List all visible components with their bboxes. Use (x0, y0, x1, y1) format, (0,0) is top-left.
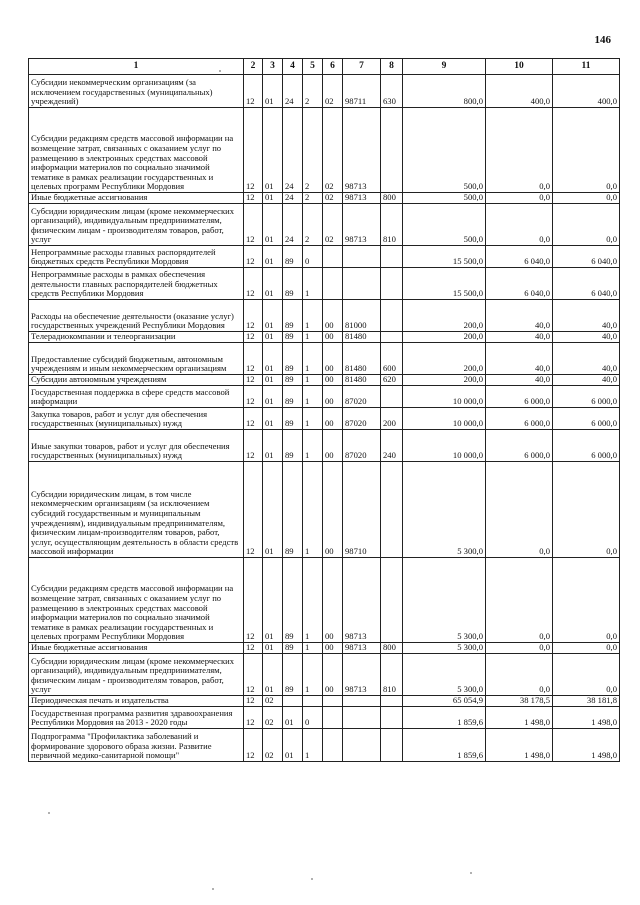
row-name: Субсидии редакциям средств массовой информации на возмещение затрат, связанных с оказанием услуг по размещению в электронных средствах массовой информации материалов по социально значимой тематике в рамках реализации государственных и целевых программ Республики Мордовия (29, 558, 244, 643)
row-name: Субсидии юридическим лицам (кроме некоммерческих организаций), индивидуальным предпринимателям, физическим лицам - производителям товаров, работ, услуг (29, 654, 244, 696)
code-cell (381, 268, 403, 300)
table-row (29, 375, 620, 386)
code-cell: 01 (263, 193, 283, 204)
column-header: 1 (29, 59, 244, 75)
code-cell: 1 (303, 332, 323, 343)
table-row (29, 430, 620, 462)
code-cell (283, 696, 303, 707)
table-row (29, 643, 620, 654)
code-cell (323, 707, 343, 729)
amount-cell: 6 000,0 (486, 430, 553, 462)
code-cell: 12 (244, 375, 263, 386)
code-cell (381, 558, 403, 643)
code-cell: 87020 (343, 430, 381, 462)
code-cell (381, 108, 403, 193)
amount-cell: 1 498,0 (553, 729, 620, 762)
row-name: Периодическая печать и издательства (29, 696, 244, 707)
scan-speck (311, 878, 313, 880)
amount-cell: 0,0 (553, 558, 620, 643)
amount-cell: 6 040,0 (553, 246, 620, 268)
amount-cell: 6 040,0 (486, 268, 553, 300)
code-cell: 2 (303, 204, 323, 246)
amount-cell: 0,0 (486, 643, 553, 654)
amount-cell: 5 300,0 (403, 654, 486, 696)
row-name: Расходы на обеспечение деятельности (оказание услуг) государственных учреждений Республики Мордовия (29, 300, 244, 332)
amount-cell: 0,0 (486, 108, 553, 193)
code-cell: 89 (283, 558, 303, 643)
scan-speck (219, 70, 221, 72)
code-cell: 00 (323, 643, 343, 654)
code-cell: 89 (283, 386, 303, 408)
code-cell: 12 (244, 343, 263, 375)
table-row (29, 193, 620, 204)
code-cell: 02 (323, 108, 343, 193)
code-cell: 02 (323, 75, 343, 108)
row-name: Субсидии автономным учреждениям (29, 375, 244, 386)
amount-cell: 6 000,0 (553, 386, 620, 408)
table-row (29, 108, 620, 193)
column-header: 10 (486, 59, 553, 75)
code-cell: 00 (323, 408, 343, 430)
amount-cell: 10 000,0 (403, 386, 486, 408)
scan-speck (470, 872, 472, 874)
code-cell: 98713 (343, 558, 381, 643)
code-cell: 1 (303, 462, 323, 558)
row-name: Субсидии юридическим лицам (кроме некоммерческих организаций), индивидуальным предпринимателям, физическим лицам - производителям товаров, работ, услуг (29, 204, 244, 246)
row-name: Подпрограмма "Профилактика заболеваний и формирование здорового образа жизни. Развитие первичной медико-санитарной помощи" (29, 729, 244, 762)
code-cell (381, 246, 403, 268)
table-row (29, 386, 620, 408)
code-cell: 01 (263, 558, 283, 643)
code-cell: 24 (283, 75, 303, 108)
amount-cell: 1 859,6 (403, 707, 486, 729)
amount-cell: 38 181,8 (553, 696, 620, 707)
amount-cell: 40,0 (553, 343, 620, 375)
code-cell: 81480 (343, 375, 381, 386)
code-cell: 89 (283, 300, 303, 332)
code-cell: 01 (283, 707, 303, 729)
column-header: 9 (403, 59, 486, 75)
table-row (29, 729, 620, 762)
column-header: 5 (303, 59, 323, 75)
code-cell: 12 (244, 386, 263, 408)
code-cell: 89 (283, 430, 303, 462)
code-cell: 800 (381, 193, 403, 204)
amount-cell: 5 300,0 (403, 558, 486, 643)
amount-cell: 6 000,0 (486, 386, 553, 408)
code-cell: 01 (263, 386, 283, 408)
code-cell: 87020 (343, 408, 381, 430)
code-cell (381, 300, 403, 332)
code-cell: 02 (263, 707, 283, 729)
code-cell: 89 (283, 375, 303, 386)
column-header: 6 (323, 59, 343, 75)
column-header: 7 (343, 59, 381, 75)
code-cell: 24 (283, 108, 303, 193)
row-name: Закупка товаров, работ и услуг для обеспечения государственных (муниципальных) нужд (29, 408, 244, 430)
code-cell (381, 386, 403, 408)
row-name: Иные закупки товаров, работ и услуг для обеспечения государственных (муниципальных) нужд (29, 430, 244, 462)
code-cell: 1 (303, 430, 323, 462)
amount-cell: 6 000,0 (553, 408, 620, 430)
code-cell: 12 (244, 268, 263, 300)
code-cell: 00 (323, 386, 343, 408)
amount-cell: 0,0 (553, 462, 620, 558)
code-cell: 2 (303, 193, 323, 204)
code-cell: 1 (303, 558, 323, 643)
row-name: Непрограммные расходы в рамках обеспечения деятельности главных распорядителей бюджетных средств Республики Мордовия (29, 268, 244, 300)
code-cell (343, 696, 381, 707)
code-cell (381, 696, 403, 707)
code-cell (343, 246, 381, 268)
code-cell: 24 (283, 193, 303, 204)
code-cell: 12 (244, 204, 263, 246)
code-cell: 24 (283, 204, 303, 246)
code-cell: 12 (244, 462, 263, 558)
code-cell: 01 (263, 643, 283, 654)
amount-cell: 65 054,9 (403, 696, 486, 707)
code-cell: 89 (283, 332, 303, 343)
table-row (29, 75, 620, 108)
code-cell: 98713 (343, 108, 381, 193)
code-cell: 01 (263, 332, 283, 343)
code-cell: 98713 (343, 193, 381, 204)
code-cell: 81480 (343, 332, 381, 343)
scan-speck (48, 812, 50, 814)
column-header: 11 (553, 59, 620, 75)
table-row (29, 268, 620, 300)
code-cell (323, 729, 343, 762)
code-cell: 89 (283, 462, 303, 558)
code-cell: 00 (323, 430, 343, 462)
amount-cell: 0,0 (553, 654, 620, 696)
amount-cell: 0,0 (553, 643, 620, 654)
code-cell: 800 (381, 643, 403, 654)
code-cell (381, 462, 403, 558)
amount-cell: 400,0 (486, 75, 553, 108)
code-cell: 12 (244, 193, 263, 204)
code-cell: 200 (381, 408, 403, 430)
code-cell: 01 (263, 246, 283, 268)
amount-cell: 40,0 (486, 375, 553, 386)
code-cell: 02 (323, 204, 343, 246)
code-cell: 98713 (343, 654, 381, 696)
code-cell: 810 (381, 204, 403, 246)
code-cell: 620 (381, 375, 403, 386)
code-cell: 01 (263, 204, 283, 246)
table-row (29, 332, 620, 343)
code-cell: 12 (244, 408, 263, 430)
table-row (29, 558, 620, 643)
amount-cell: 15 500,0 (403, 268, 486, 300)
code-cell: 0 (303, 707, 323, 729)
code-cell: 00 (323, 300, 343, 332)
code-cell: 12 (244, 558, 263, 643)
code-cell: 01 (263, 268, 283, 300)
table-row (29, 204, 620, 246)
code-cell: 1 (303, 386, 323, 408)
amount-cell: 500,0 (403, 204, 486, 246)
code-cell (303, 696, 323, 707)
code-cell: 1 (303, 375, 323, 386)
table-row (29, 300, 620, 332)
amount-cell: 0,0 (486, 462, 553, 558)
amount-cell: 6 040,0 (486, 246, 553, 268)
code-cell: 81000 (343, 300, 381, 332)
code-cell: 630 (381, 75, 403, 108)
table-row (29, 654, 620, 696)
table-row (29, 408, 620, 430)
code-cell: 1 (303, 729, 323, 762)
code-cell: 00 (323, 375, 343, 386)
amount-cell: 0,0 (553, 193, 620, 204)
code-cell: 98713 (343, 204, 381, 246)
amount-cell: 1 498,0 (553, 707, 620, 729)
code-cell: 01 (263, 408, 283, 430)
table-header-row (29, 59, 620, 75)
code-cell: 12 (244, 696, 263, 707)
amount-cell: 6 000,0 (553, 430, 620, 462)
code-cell (323, 246, 343, 268)
table-row (29, 462, 620, 558)
amount-cell: 40,0 (553, 375, 620, 386)
code-cell: 810 (381, 654, 403, 696)
code-cell: 02 (323, 193, 343, 204)
code-cell: 89 (283, 643, 303, 654)
code-cell: 00 (323, 332, 343, 343)
code-cell: 01 (263, 343, 283, 375)
code-cell: 01 (283, 729, 303, 762)
code-cell: 12 (244, 246, 263, 268)
code-cell: 01 (263, 462, 283, 558)
amount-cell: 10 000,0 (403, 408, 486, 430)
amount-cell: 0,0 (486, 558, 553, 643)
column-header: 8 (381, 59, 403, 75)
table-row (29, 343, 620, 375)
amount-cell: 5 300,0 (403, 462, 486, 558)
code-cell: 01 (263, 75, 283, 108)
code-cell: 600 (381, 343, 403, 375)
column-header: 2 (244, 59, 263, 75)
amount-cell: 6 040,0 (553, 268, 620, 300)
code-cell (381, 707, 403, 729)
budget-table (28, 58, 620, 762)
code-cell: 12 (244, 654, 263, 696)
code-cell: 89 (283, 408, 303, 430)
row-name: Непрограммные расходы главных распорядителей бюджетных средств Республики Мордовия (29, 246, 244, 268)
code-cell (381, 332, 403, 343)
row-name: Субсидии некоммерческим организациям (за исключением государственных (муниципальных) учреждений) (29, 75, 244, 108)
code-cell: 12 (244, 643, 263, 654)
amount-cell: 1 498,0 (486, 729, 553, 762)
code-cell (343, 268, 381, 300)
code-cell: 0 (303, 246, 323, 268)
code-cell: 12 (244, 300, 263, 332)
amount-cell: 0,0 (486, 193, 553, 204)
row-name: Иные бюджетные ассигнования (29, 193, 244, 204)
page-number: 146 (594, 34, 611, 46)
code-cell: 98713 (343, 643, 381, 654)
row-name: Телерадиокомпании и телеорганизации (29, 332, 244, 343)
code-cell (323, 696, 343, 707)
code-cell: 98710 (343, 462, 381, 558)
code-cell: 12 (244, 729, 263, 762)
code-cell: 00 (323, 654, 343, 696)
amount-cell: 500,0 (403, 193, 486, 204)
scan-speck (212, 888, 214, 890)
table-row (29, 707, 620, 729)
code-cell: 1 (303, 408, 323, 430)
amount-cell: 10 000,0 (403, 430, 486, 462)
amount-cell: 6 000,0 (486, 408, 553, 430)
code-cell: 12 (244, 707, 263, 729)
code-cell: 12 (244, 108, 263, 193)
amount-cell: 0,0 (553, 204, 620, 246)
code-cell: 1 (303, 300, 323, 332)
code-cell: 2 (303, 75, 323, 108)
row-name: Субсидии юридическим лицам, в том числе некоммерческим организациям (за исключением субсидий государственным и муниципальным учреждениям), индивидуальным предпринимателям, физическим лицам-производителям товаров, работ, услуг, осуществляющим деятельность в области средств массовой информации (29, 462, 244, 558)
amount-cell: 0,0 (486, 654, 553, 696)
amount-cell: 1 498,0 (486, 707, 553, 729)
code-cell: 12 (244, 75, 263, 108)
row-name: Государственная программа развития здравоохранения Республики Мордовия на 2013 - 2020 годы (29, 707, 244, 729)
amount-cell: 200,0 (403, 343, 486, 375)
amount-cell: 200,0 (403, 332, 486, 343)
code-cell: 89 (283, 654, 303, 696)
amount-cell: 500,0 (403, 108, 486, 193)
column-header: 4 (283, 59, 303, 75)
code-cell (381, 729, 403, 762)
code-cell: 81480 (343, 343, 381, 375)
code-cell: 12 (244, 430, 263, 462)
code-cell (323, 268, 343, 300)
code-cell: 1 (303, 654, 323, 696)
code-cell (343, 707, 381, 729)
amount-cell: 5 300,0 (403, 643, 486, 654)
code-cell: 89 (283, 343, 303, 375)
row-name: Субсидии редакциям средств массовой информации на возмещение затрат, связанных с оказанием услуг по размещению в электронных средствах массовой информации материалов по социально значимой тематике в рамках реализации государственных и целевых программ Республики Мордовия (29, 108, 244, 193)
code-cell: 00 (323, 343, 343, 375)
code-cell: 89 (283, 246, 303, 268)
amount-cell: 0,0 (486, 204, 553, 246)
code-cell: 01 (263, 375, 283, 386)
amount-cell: 40,0 (486, 343, 553, 375)
code-cell: 01 (263, 430, 283, 462)
row-name: Государственная поддержка в сфере средств массовой информации (29, 386, 244, 408)
code-cell: 2 (303, 108, 323, 193)
amount-cell: 38 178,5 (486, 696, 553, 707)
code-cell: 89 (283, 268, 303, 300)
code-cell: 02 (263, 696, 283, 707)
amount-cell: 800,0 (403, 75, 486, 108)
code-cell: 01 (263, 654, 283, 696)
table-row (29, 246, 620, 268)
code-cell: 87020 (343, 386, 381, 408)
amount-cell: 40,0 (486, 300, 553, 332)
amount-cell: 0,0 (553, 108, 620, 193)
code-cell: 1 (303, 268, 323, 300)
amount-cell: 40,0 (553, 332, 620, 343)
column-header: 3 (263, 59, 283, 75)
table-row (29, 696, 620, 707)
row-name: Иные бюджетные ассигнования (29, 643, 244, 654)
code-cell: 240 (381, 430, 403, 462)
amount-cell: 40,0 (486, 332, 553, 343)
code-cell: 01 (263, 108, 283, 193)
code-cell: 00 (323, 462, 343, 558)
amount-cell: 200,0 (403, 300, 486, 332)
row-name: Предоставление субсидий бюджетным, автономным учреждениям и иным некоммерческим организациям (29, 343, 244, 375)
amount-cell: 40,0 (553, 300, 620, 332)
code-cell: 01 (263, 300, 283, 332)
code-cell: 02 (263, 729, 283, 762)
amount-cell: 15 500,0 (403, 246, 486, 268)
amount-cell: 1 859,6 (403, 729, 486, 762)
code-cell: 1 (303, 643, 323, 654)
code-cell: 1 (303, 343, 323, 375)
amount-cell: 400,0 (553, 75, 620, 108)
code-cell: 00 (323, 558, 343, 643)
code-cell (343, 729, 381, 762)
amount-cell: 200,0 (403, 375, 486, 386)
code-cell: 12 (244, 332, 263, 343)
code-cell: 98711 (343, 75, 381, 108)
